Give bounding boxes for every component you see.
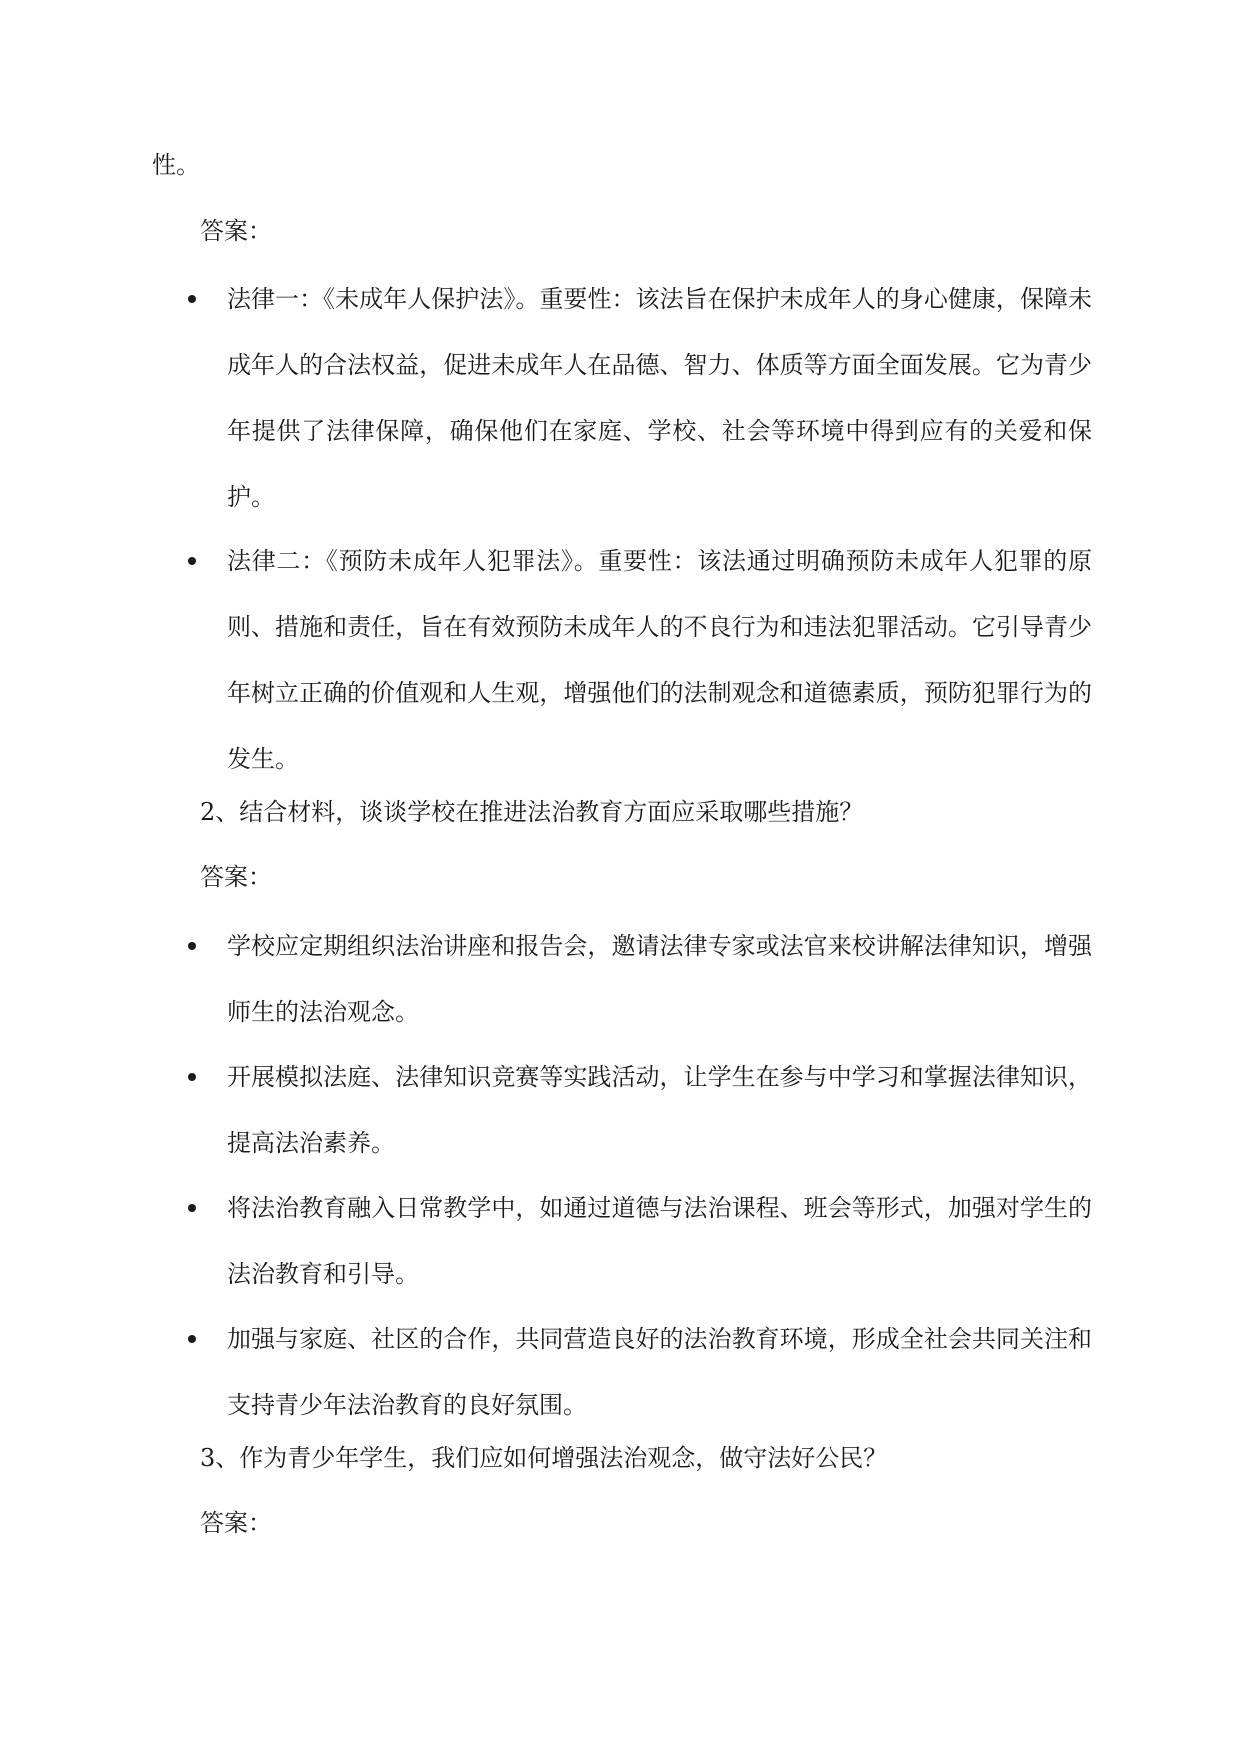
continuation-text: 性。: [152, 151, 200, 179]
list-item: 学校应定期组织法治讲座和报告会，邀请法律专家或法官来校讲解法律知识，增强师生的法治观念。: [227, 932, 1092, 1026]
list-item: 法律一：《未成年人保护法》。重要性：该法旨在保护未成年人的身心健康，保障未成年人的合法权益，促进未成年人在品德、智力、体质等方面全面发展。它为青少年提供了法律保障，确保他们在家庭、学校、社会等环境中得到应有的关爱和保护。: [227, 285, 1092, 511]
list-item: 将法治教育融入日常教学中，如通过道德与法治课程、班会等形式，加强对学生的法治教育和引导。: [227, 1194, 1092, 1288]
bullet-icon: [188, 942, 196, 950]
answer-label: 答案：: [200, 1509, 272, 1537]
bullet-icon: [188, 557, 196, 565]
bullet-icon: [188, 1073, 196, 1081]
bullet-icon: [188, 1335, 196, 1343]
question-3: 3、作为青少年学生，我们应如何增强法治观念，做守法好公民？: [200, 1444, 888, 1472]
list-item: 加强与家庭、社区的合作，共同营造良好的法治教育环境，形成全社会共同关注和支持青少年法治教育的良好氛围。: [227, 1325, 1092, 1419]
bullet-icon: [188, 295, 196, 303]
answer-label: 答案：: [200, 863, 272, 891]
list-item: 开展模拟法庭、法律知识竞赛等实践活动，让学生在参与中学习和掌握法律知识，提高法治素养。: [227, 1063, 1092, 1157]
question-2: 2、结合材料，谈谈学校在推进法治教育方面应采取哪些措施？: [200, 798, 864, 826]
answer-label: 答案：: [200, 217, 272, 245]
bullet-icon: [188, 1204, 196, 1212]
list-item: 法律二：《预防未成年人犯罪法》。重要性：该法通过明确预防未成年人犯罪的原则、措施和责任，旨在有效预防未成年人的不良行为和违法犯罪活动。它引导青少年树立正确的价值观和人生观，增强他们的法制观念和道德素质，预防犯罪行为的发生。: [227, 547, 1092, 773]
